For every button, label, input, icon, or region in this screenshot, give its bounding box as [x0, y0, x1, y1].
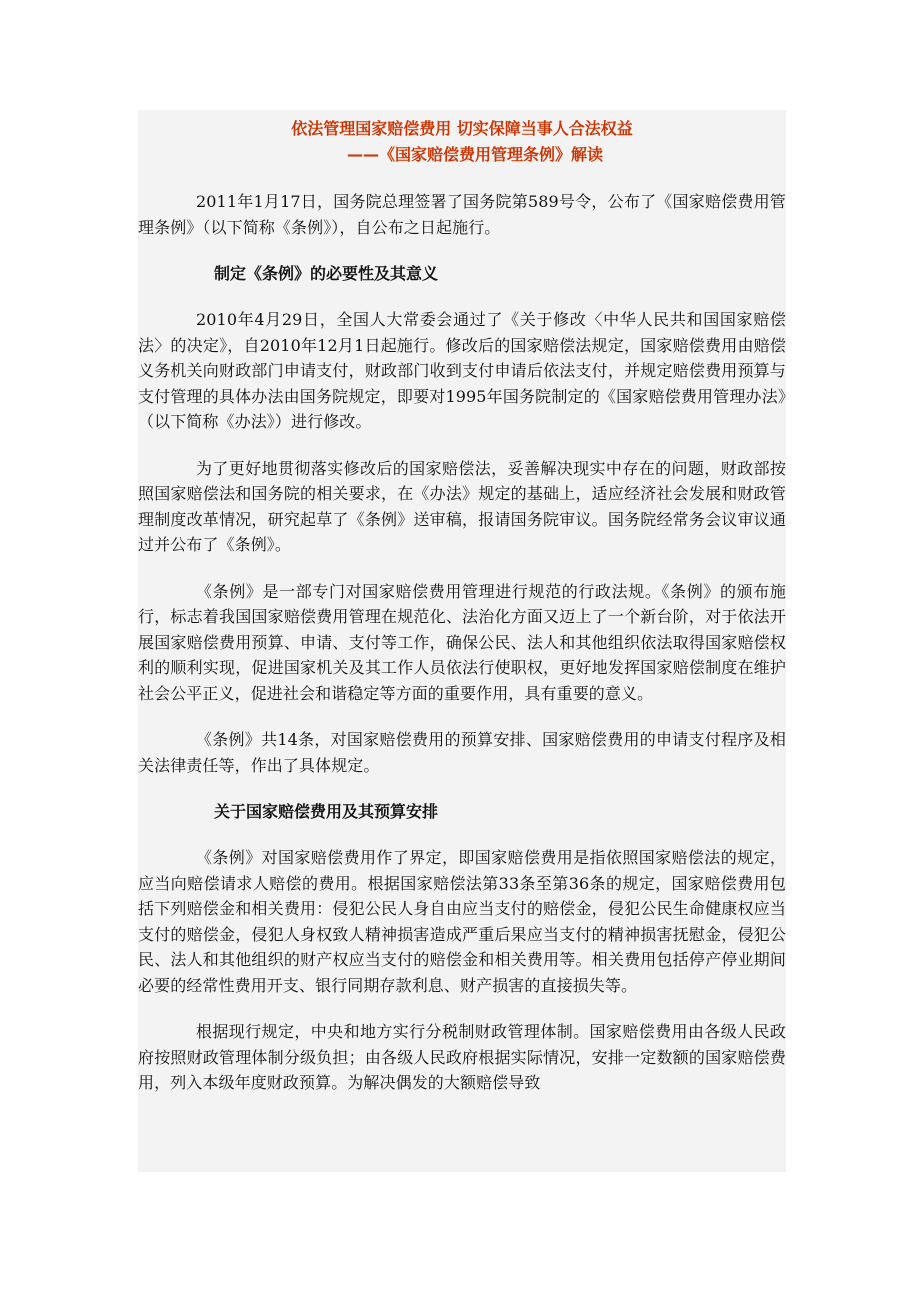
title-line-1: 依法管理国家赔偿费用 切实保障当事人合法权益: [291, 119, 633, 138]
spacer: [138, 240, 786, 261]
spacer: [138, 558, 786, 579]
body-paragraph: 2010年4月29日，全国人大常委会通过了《关于修改〈中华人民共和国国家赔偿法〉的决定》，自2010年12月1日起施行。修改后的国家赔偿法规定，国家赔偿费用由赔偿义务机关向财政部门申请支付，财政部门收到支付申请后依法支付，并规定赔偿费用预算与支付管理的具体办法由国务院规定，即要对1995年国务院制定的《国家赔偿费用管理办法》（以下简称《办法》）进行修改。: [138, 310, 786, 431]
section-heading: 制定《条例》的必要性及其意义: [214, 264, 439, 283]
body-paragraph: 为了更好地贯彻落实修改后的国家赔偿法，妥善解决现实中存在的问题，财政部按照国家赔偿法和国务院的相关要求，在《办法》规定的基础上，适应经济社会发展和财政管理制度改革情况，研究起草了《条例》送审稿，报请国务院审议。国务院经常务会议审议通过并公布了《条例》。: [138, 458, 786, 554]
spacer: [138, 824, 786, 845]
document-page: [138, 110, 786, 1172]
spacer: [138, 706, 786, 727]
section-heading: 关于国家赔偿费用及其预算安排: [214, 802, 439, 821]
spacer: [138, 778, 786, 799]
spacer: [138, 168, 786, 189]
spacer: [138, 998, 786, 1019]
spacer: [138, 435, 786, 456]
document-title: [138, 116, 786, 168]
title-line-2: ——《国家赔偿费用管理条例》解读: [346, 145, 603, 164]
intro-paragraph: 2011年1月17日，国务院总理签署了国务院第589号令，公布了《国家赔偿费用管理条例》（以下简称《条例》），自公布之日起施行。: [138, 192, 786, 237]
body-paragraph: 根据现行规定，中央和地方实行分税制财政管理体制。国家赔偿费用由各级人民政府按照财政管理体制分级负担；由各级人民政府根据实际情况，安排一定数额的国家赔偿费用，列入本级年度财政预算。为解决偶发的大额赔偿导致: [138, 1022, 786, 1092]
body-paragraph: 《条例》是一部专门对国家赔偿费用管理进行规范的行政法规。《条例》的颁布施行，标志着我国国家赔偿费用管理在规范化、法治化方面又迈上了一个新台阶，对于依法开展国家赔偿费用预算、申请、支付等工作，确保公民、法人和其他组织依法取得国家赔偿权利的顺利实现，促进国家机关及其工作人员依法行使职权，更好地发挥国家赔偿制度在维护社会公平正义，促进社会和谐稳定等方面的重要作用，具有重要的意义。: [138, 581, 786, 703]
spacer: [138, 286, 786, 307]
body-paragraph: 《条例》对国家赔偿费用作了界定，即国家赔偿费用是指依照国家赔偿法的规定，应当向赔偿请求人赔偿的费用。根据国家赔偿法第33条至第36条的规定，国家赔偿费用包括下列赔偿金和相关费用：侵犯公民人身自由应当支付的赔偿金，侵犯公民生命健康权应当支付的赔偿金，侵犯人身权致人精神损害造成严重后果应当支付的精神损害抚慰金，侵犯公民、法人和其他组织的财产权应当支付的赔偿金和相关费用等。相关费用包括停产停业期间必要的经常性费用开支、银行同期存款利息、财产损害的直接损失等。: [138, 848, 786, 995]
body-paragraph: 《条例》共14条，对国家赔偿费用的预算安排、国家赔偿费用的申请支付程序及相关法律责任等，作出了具体规定。: [138, 730, 786, 775]
